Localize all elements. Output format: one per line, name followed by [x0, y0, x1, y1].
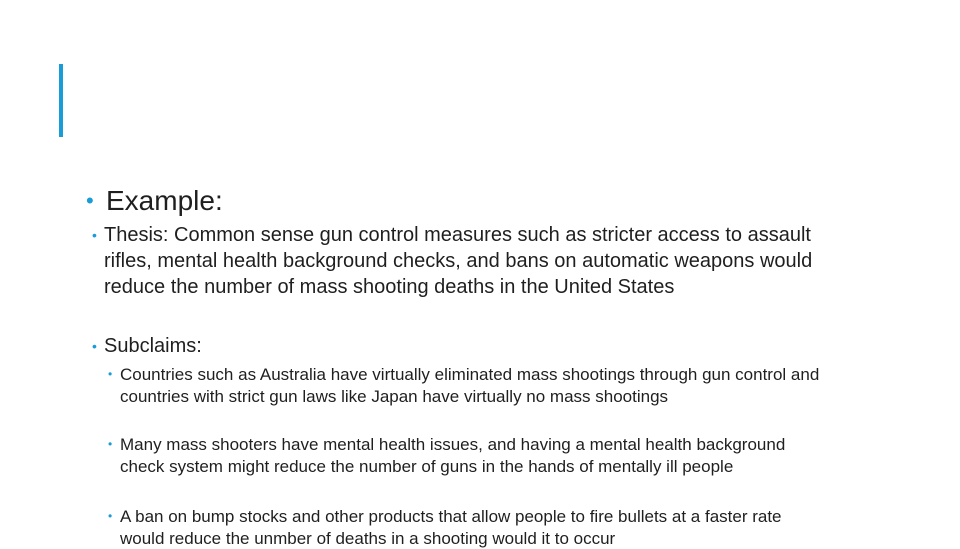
subclaims-label: Subclaims: — [104, 335, 202, 357]
example-label: Example: — [106, 185, 223, 216]
bullet-subclaims — [92, 333, 852, 359]
bullet-dot: • — [108, 437, 113, 451]
bullet-dot: • — [108, 367, 113, 381]
subclaim-item — [108, 364, 858, 407]
bullet-thesis — [92, 222, 852, 300]
subclaim-text: Countries such as Australia have virtually eliminated mass shootings through gun control and countries with strict gun laws like Japan have virtually no mass shootings — [120, 365, 820, 406]
subclaim-item — [108, 506, 858, 549]
subclaim-text: Many mass shooters have mental health issues, and having a mental health background check system might reduce the number of guns in the hands of mentally ill people — [120, 435, 786, 476]
bullet-dot: • — [108, 509, 113, 523]
subclaim-text: A ban on bump stocks and other products that allow people to fire bullets at a faster rate would reduce the unmber of deaths in a shooting would it to occur — [120, 507, 782, 548]
subclaim-item — [108, 434, 858, 477]
bullet-dot: • — [92, 338, 97, 354]
thesis-text: Thesis: Common sense gun control measures such as stricter access to assault rifles, mental health background checks, and bans on automatic weapons would reduce the number of mass shooting deaths in the United States — [104, 224, 813, 298]
bullet-example — [86, 184, 223, 218]
bullet-dot: • — [86, 188, 94, 213]
bullet-dot: • — [92, 227, 97, 243]
